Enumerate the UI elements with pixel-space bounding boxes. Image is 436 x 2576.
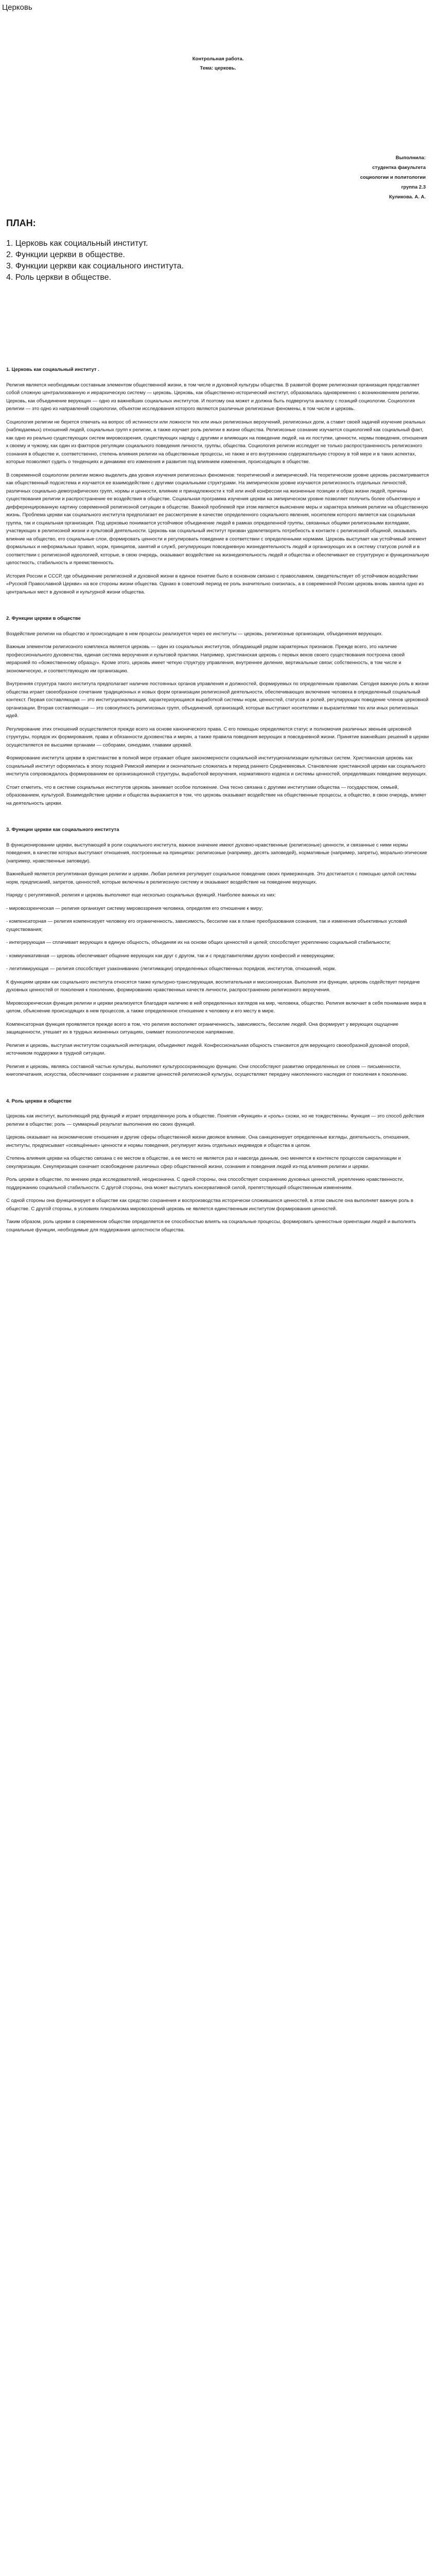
topic-line: Тема: церковь.	[200, 65, 236, 71]
author-line: группа 2.3	[401, 184, 426, 190]
paragraph: В функционировании церкви, выступающей в роли социального института, важное значение имеют духовно-нравственные (религиозные) ценности, и связанные с ними нормы поведения, в качестве которых выступают отношения, построенные на принципах: религиозные (например, десять заповедей), нормативные (например, запреты), морально-этические (например, нравственные заповеди).	[6, 842, 427, 864]
paragraph: Церковь как институт, выполняющий ряд функций и играет определенную роль в обществе. Понятия «Функция» и «роль» схожи, но не тождественны. Функция — это способ действия религии в обществе; роль — суммарный результат выполнения ею своих функций.	[6, 1113, 424, 1127]
paragraph: Воздействие религии на общество и происходящие в нем процессы реализуется через ее институты — церковь, религиозные организации, объединения верующих.	[6, 631, 383, 637]
paragraph: - компенсаторная — религия компенсирует человеку его ограниченность, зависимость, бессилие как в плане преобразования сознания, так и изменения объективных условий существования;	[6, 919, 407, 933]
paragraph: Формирование института церкви в христианстве в полной мере отражает общее закономерности социальной институционализации культовых систем. Христианская церковь как социальный институт оформилась в эпоху поздней Римской империи и окончательно сложилась в период раннего Средневековья. Становление христианской церкви как социального института сопровождалось формированием ее организационной структуры, выработкой вероучения, нормативного кодекса и системы ценностей, определявших поведение верующих.	[6, 755, 427, 777]
plan-item: 2. Функции церкви в обществе.	[6, 250, 125, 259]
paragraph: Важнейшей является регулятивная функция религии и церкви. Любая религия регулирует социальное поведение своих приверженцев. Это достигается с помощью целой системы норм, предписаний, запретов, ценностей, которые включены в религиозную систему и оказывают воздействие на поведение верующих.	[6, 871, 416, 885]
plan-item: 3. Функции церкви как социального института.	[6, 262, 184, 270]
paragraph: - мировоззренческая — религия организует систему мировоззрения человека, определяя его отношение к миру;	[6, 905, 263, 911]
section-heading: 1. Церковь как социальный институт .	[6, 367, 99, 372]
paragraph: Социология религии не берется отвечать на вопрос об истинности или ложности тех или иных религиозных вероучений, религиозных догм, а ставит своей задачей изучение реальных (наблюдаемых) отношений людей, социальных групп к религии, а также изучает роль религии в жизни общества. Религиозные сознание изучается социологией как социальный факт, как одно из реально существующих систем мировоззрения, существующих наряду с другими и влияющих на поведение людей, на их поступки, ценности, нормы поведения, отношения к своему и чужому, как один из факторов регуляции социального поведения личности, группы, общества. Социология религии исследует не только распространенность религиозного сознания в обществе и, соответственно, степень влияния религии на общественные процессы, но также и его внутреннюю содержательную сторону в той мере и в таких аспектах, которые позволяют судить о тенденциях и динамике его изменения и развития под влиянием изменения, происходящих в обществе.	[6, 419, 427, 465]
paragraph: Важным элементом религиозного комплекса является церковь — один из социальных институтов, обладающий рядом характерных признаков. Прежде всего, это наличие профессионального духовенства, единая система вероучения и культовой практики. Например, христианская церковь с первых веков своего существования построена своей иерархией по «божественному образцу». Кроме этого, церковь имеет четкую структуру управления, внутреннее деление, вертикальные связи; собственность, в том числе и экономическую, и соответствующую им организацию.	[6, 644, 405, 674]
plan-item: 4. Роль церкви в обществе.	[6, 273, 111, 282]
plan-heading: ПЛАН:	[6, 218, 36, 228]
plan-list	[6, 238, 430, 283]
page-title: Церковь	[2, 3, 32, 12]
paragraph: Таким образом, роль церкви в современном обществе определяется ее способностью влиять на социальные процессы, формировать ценностные ориентации людей и выполнять социальные функции, необходимые для поддержания целостности общества.	[6, 1219, 416, 1233]
paragraph: Религия является необходимым составным элементом общественной жизни, в том числе и духовной культуры общества. В развитой форме религиозная организация представляет собой сложную централизованную и иерархическую систему — церковь. Церковь, как общественно-исторический институт, образовалась одновременно с возникновением религии. Церковь, как объединение верующих — одно из важнейших социальных институтов. И поэтому она может и должна быть подвергнута анализу с позиций социологии. Социология религии — это одно из направлений социологии, объектом исследования которого являются различные религиозные феномены, в том числе и церковь.	[6, 382, 420, 412]
paragraph: Мировоззренческая функция религии и церкви реализуется благодаря наличию в ней определенных взглядов на мир, человека, общество. Религия включает в себя понимание мира в целом, объяснение происходящих в нем процессов, а также определенное отношение к человеку и его месту в мире.	[6, 1000, 426, 1014]
paragraph: - легитимирующая — религия способствует узакониванию (легитимации) определенных общественных порядков, институтов, отношений, норм.	[6, 966, 336, 972]
author-line: Выполнила:	[395, 155, 426, 161]
work-type-line: Контрольная работа.	[192, 56, 244, 62]
sections-container	[6, 366, 430, 1234]
section-heading: 2. Функции церкви в обществе	[6, 616, 81, 621]
paragraph: История России и СССР, где объединение религиозной и духовной жизни в единое понятие было в основном связано с православием, свидетельствует об устойчивом воздействии «Русской Православной Церкви» на все стороны жизни общества. Однако в советский период ее роль значительно снизилась, а в современной России церковь вновь заняла одно из центральных мест в духовной и культурной жизни общества.	[6, 573, 424, 595]
author-block	[6, 153, 430, 202]
paragraph: В современной социологии религии можно выделить два уровня изучения религиозных феноменов: теоретический и эмпирический. На теоретическом уровне церковь рассматривается как общественный подсистема и изучается ее взаимодействие с другими социальными структурами. На эмпирическом уровне изучаются религиозность отдельных личностей, различных социально-демографических групп, нормы и ценности, влияние и принадлежности к той или иной конфессии на жизненные позиции и образ жизни людей, причины существования религии и распространение ее воздействия в обществе. Социальная программа изучения церкви на эмпирическом уровне позволяет получить более объективную и дифференцированную картину современной религиозной ситуации в обществе. Важной проблемой при этом является выяснение меры и характера влияния религии на общественную жизнь. Проблема церкви как социального института предполагает ее рассмотрение в качестве определенного социального явления, носителем которого является как социальная группа, так и социальная организация. Под церковью понимается устойчивое объединение людей в рамках определенной группы, связанных общими религиозными взглядами, участвующих в религиозной жизни и культовой деятельности. Церковь как социальный институт призван удовлетворять потребность в контакте с религиозной общиной, оказывать влияние на общество, его социальные слои, формировать ценности и регулировать поведение в соответствии с определенными нормами. Церковь выступает как устойчивый элемент формальных и неформальных правил, норм, принципов, занятий и служб, регулирующих повседневную жизнедеятельность людей и организующих их в систему статусов ролей и в соответствии с религиозной идеологией, которые, в свою очередь, оказывают воздействие на жизнедеятельность людей и общества и обеспечивают ее структурную и функциональную целостность, стабильность и преемственность.	[6, 472, 429, 566]
paragraph: Наряду с регулятивной, религия и церковь выполняют еще несколько социальных функций. Наиболее важных из них:	[6, 892, 276, 898]
paragraph: Церковь оказывает на экономические отношения и другие сферы общественной жизни двоякое влияние. Она санкционирует определенные взгляды, деятельность, отношения, институты, предписывает «освящённые» ценности и нормы поведения, регулирует жизнь отдельных индивидов и общества в целом.	[6, 1134, 410, 1148]
section-heading: 4. Роль церкви в обществе	[6, 1098, 72, 1104]
paragraph: С одной стороны она функционирует в обществе как средство сохранения и воспроизводства исторически сложившихся ценностей, в этом смысле она выполняет важную роль в обществе. С другой стороны, в условиях плюрализма мировоззрений церковь не является единственным институтом формирования ценностей.	[6, 1198, 413, 1212]
paragraph: - интегрирующая — сплачивает верующих в единую общность, объединяя их на основе общих ценностей и целей; способствует укреплению социальной стабильности;	[6, 940, 391, 945]
paragraph: Роль церкви в обществе, по мнению ряда исследователей, неоднозначна. С одной стороны, она способствует сохранению духовных ценностей, укреплению нравственности, поддержанию социальной стабильности. С другой стороны, она может выступать консервативной силой, препятствующей общественным изменениям.	[6, 1177, 404, 1191]
paragraph: Стоит отметить, что в системе социальных институтов церковь занимает особое положение. Она тесно связана с другими институтами общества — государством, семьей, образованием, культурой. Взаимодействие церкви и общества выражается в том, что церковь оказывает воздействие на общественные процессы, а общество, в свою очередь, влияет на деятельность церкви.	[6, 784, 427, 806]
section-heading: 3. Функции церкви как социального института	[6, 827, 119, 833]
paragraph: - коммуникативная — церковь обеспечивает общение верующих как друг с другом, так и с представителями других конфессий и неверующими;	[6, 953, 335, 959]
paragraph: Внутренняя структура такого института предполагает наличие постоянных органов управления и должностей, формируемых по определенным правилам. Сегодня важную роль в жизни общества играет своеобразное сочетание традиционных и новых форм организации религиозной деятельности, обеспечивающих включение человека в определенный социальный контекст. Первая составляющая — это институционализация, характеризующаяся выработкой системы норм, ценностей, статусов и ролей, регулирующих поведение членов церковной организации. Вторая составляющая — это совокупность религиозных групп, объединений, организаций, которые выступают носителями и выразителями тех или иных религиозных идей.	[6, 681, 429, 719]
plan-item: 1. Церковь как социальный институт.	[6, 239, 148, 248]
section	[6, 826, 430, 1079]
author-line: студентка факультета	[372, 165, 426, 171]
title-block	[6, 55, 430, 73]
paragraph: Регулирование этих отношений осуществляется прежде всего на основе канонического права. С его помощью определяются статус и полномочия различных звеньев церковной структуры, порядок их формирования, права и обязанности духовенства и мирян, а также правила поведения верующих в повседневной жизни. Принятие важнейших решений в церкви осуществляется ее высшими органами — соборами, синодами, главами церквей.	[6, 726, 429, 748]
section	[6, 615, 430, 807]
section	[6, 1097, 430, 1234]
document-body	[0, 55, 436, 1234]
section	[6, 366, 430, 596]
paragraph: Религия и церковь, выступая институтом социальной интеграции, объединяют людей. Конфессиональная общность становится для верующего своеобразной духовной опорой, источником поддержки в трудной ситуации.	[6, 1042, 410, 1056]
paragraph: К функциям церкви как социального института относятся также культурно-транслирующая, воспитательная и миссионерская. Выполняя эти функции, церковь содействует передаче духовных ценностей от поколения к поколению, формированию нравственных качеств личности, распространению религиозного вероучения.	[6, 979, 420, 993]
author-line: социологии и политологии	[360, 175, 426, 180]
paragraph: Религия и церковь, являясь составной частью культуры, выполняют культуросохраняющую функцию. Они способствуют развитию определенных ее слоев — письменности, книгопечатания, искусства, обеспечивают сохранение и развитие ценностей религиозной культуры, осуществляют передачу накопленного наследия от поколения к поколению.	[6, 1063, 408, 1077]
paragraph: Компенсаторная функция проявляется прежде всего в том, что религия восполняет ограниченность, зависимость, бессилие людей. Она формирует у верующих ощущение защищенности, утешает их в трудных жизненных ситуациях, снимает психологическое напряжение.	[6, 1021, 398, 1035]
author-line: Куликова. А. А.	[389, 194, 426, 200]
paragraph: Степень влияния церкви на общество связана с ее местом в обществе, а ее место не является раз и навсегда данным, оно меняется в контексте процессов сакрализации и секуляризации. Секуляризация означает освобождение различных сфер общественной жизни, сознания и поведения людей из-под влияния религии и церкви.	[6, 1156, 401, 1170]
